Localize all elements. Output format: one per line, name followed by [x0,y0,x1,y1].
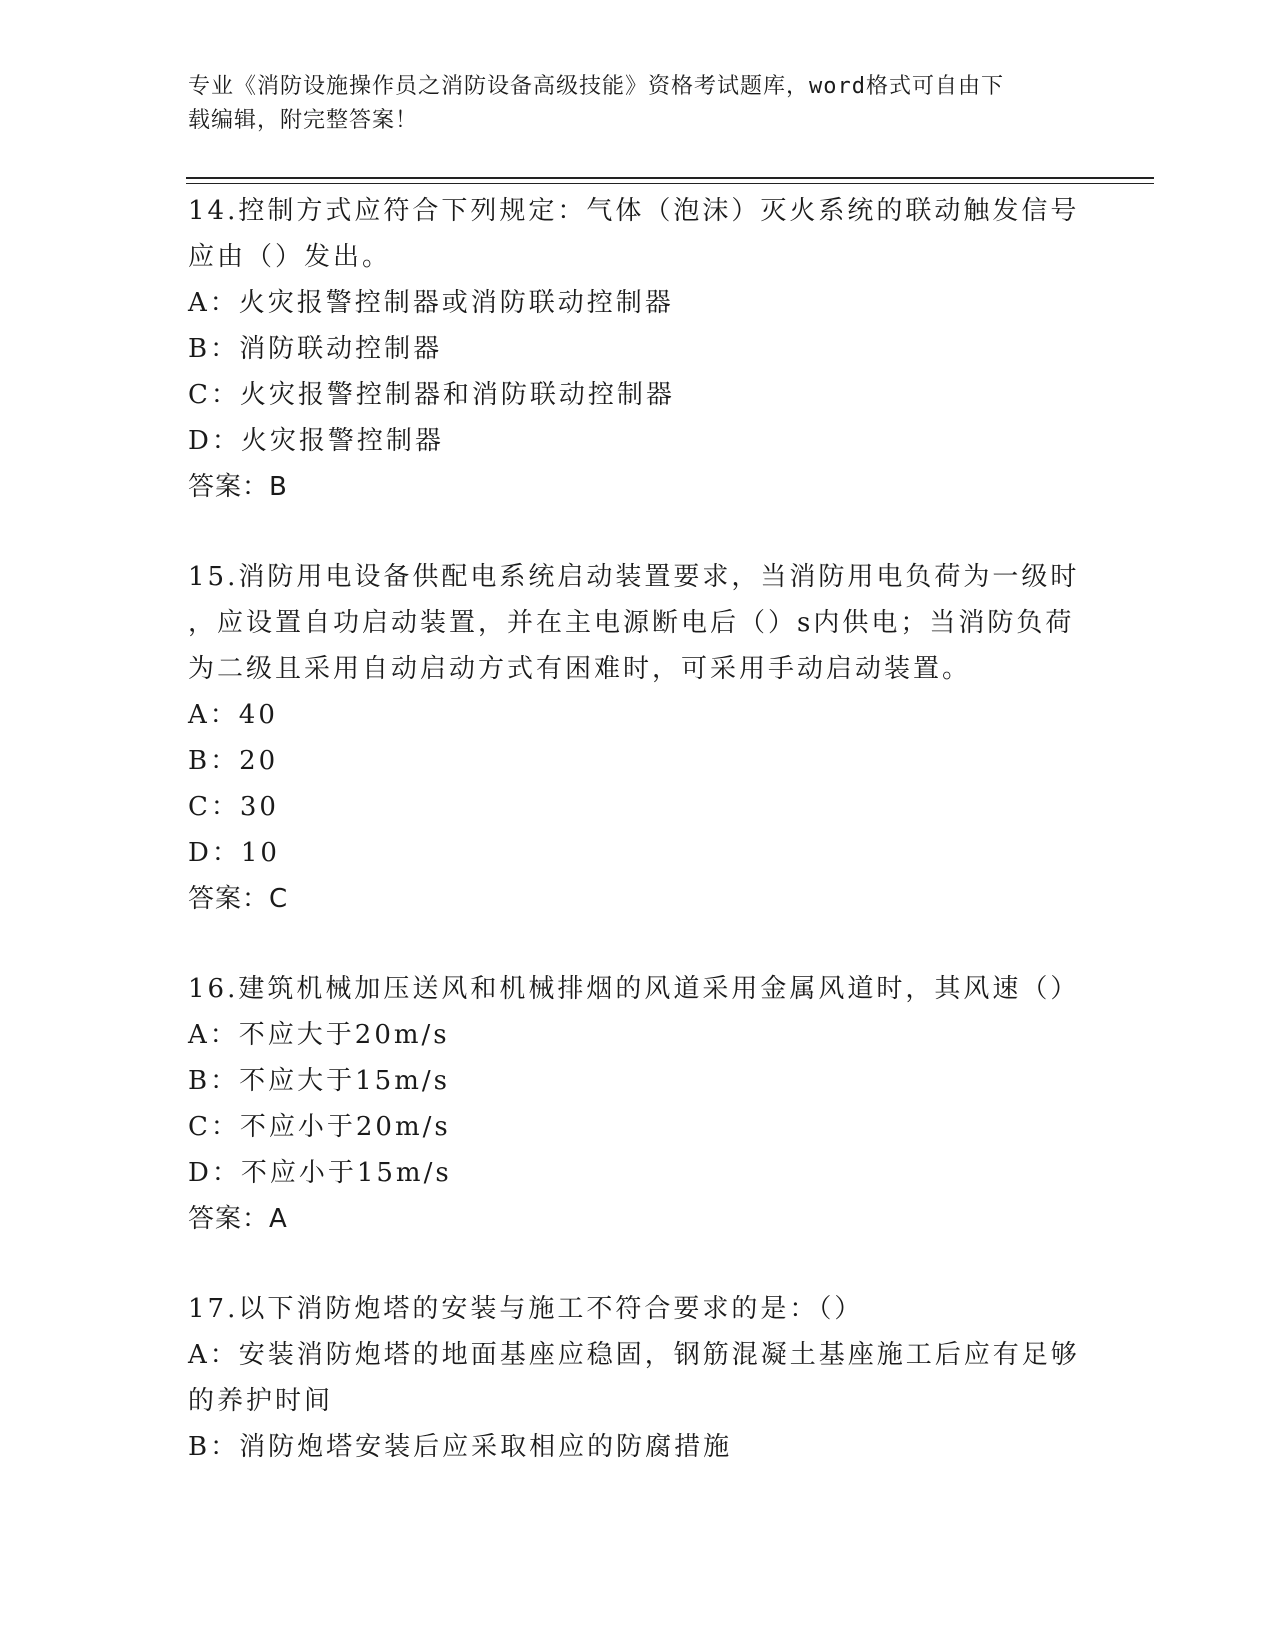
option-d: D：火灾报警控制器 [188,426,444,456]
question-stem-line: 17.以下消防炮塔的安装与施工不符合要求的是：（） [188,1294,864,1324]
question-stem-line: 应由（）发出。 [188,242,392,272]
option-b: B：消防炮塔安装后应采取相应的防腐措施 [188,1432,733,1462]
document-header [188,70,1078,138]
question-list [188,188,1088,1470]
option-b: B：20 [188,746,279,776]
option-a-continued: 的养护时间 [188,1386,334,1416]
question-stem-line: 15.消防用电设备供配电系统启动装置要求，当消防用电负荷为一级时 [188,562,1080,592]
question-16 [188,966,1088,1242]
option-a: A：安装消防炮塔的地面基座应稳固，钢筋混凝土基座施工后应有足够 [188,1340,1080,1370]
option-d: D：不应小于15m/s [188,1158,452,1188]
answer-label: 答案：B [188,472,288,502]
answer-label: 答案：C [188,884,289,914]
header-divider-thin [186,183,1154,184]
header-line-1: 专业《消防设施操作员之消防设备高级技能》资格考试题库，word格式可自由下 [188,74,1004,99]
option-a: A：40 [188,700,278,730]
header-line-2: 载编辑，附完整答案！ [188,108,419,133]
option-a: A：火灾报警控制器或消防联动控制器 [188,288,674,318]
question-stem-line: 14.控制方式应符合下列规定：气体（泡沫）灭火系统的联动触发信号 [188,196,1080,226]
answer-label: 答案：A [188,1204,288,1234]
option-a: A：不应大于20m/s [188,1020,450,1050]
question-stem-line: 为二级且采用自动启动方式有困难时，可采用手动启动装置。 [188,654,972,684]
question-stem-line: 16.建筑机械加压送风和机械排烟的风道采用金属风道时，其风速（） [188,974,1080,1004]
question-17 [188,1286,1088,1470]
option-b: B：消防联动控制器 [188,334,443,364]
header-divider-thick [186,177,1154,179]
option-b: B：不应大于15m/s [188,1066,450,1096]
question-14 [188,188,1088,510]
option-c: C：30 [188,792,279,822]
option-d: D：10 [188,838,280,868]
option-c: C：不应小于20m/s [188,1112,451,1142]
question-15 [188,554,1088,922]
question-stem-line: ，应设置自功启动装置，并在主电源断电后（）s内供电；当消防负荷 [188,608,1075,638]
option-c: C：火灾报警控制器和消防联动控制器 [188,380,675,410]
